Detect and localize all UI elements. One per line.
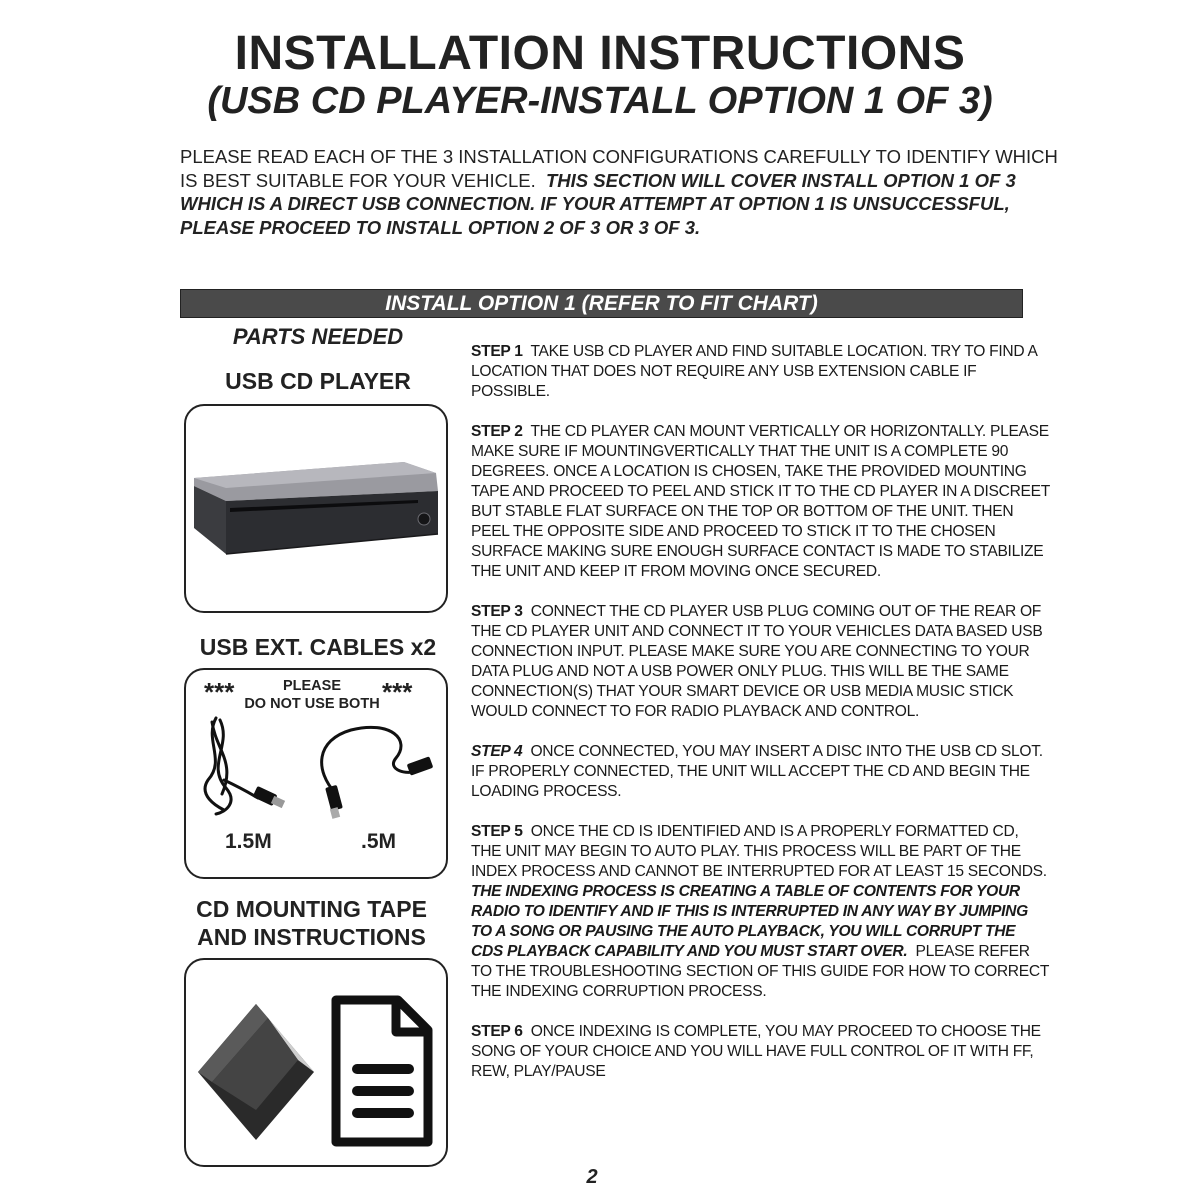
step-text: CONNECT THE CD PLAYER USB PLUG COMING OUT OF THE REAR OF THE CD PLAYER UNIT AND CONNECT IT TO YOUR VEHICLES DATA BASED USB CONNECTION INPUT. PLEASE MAKE SURE YOU ARE CONNECTING TO YOUR DATA PLUG AND NOT A USB POWER ONLY PLUG. THIS WILL BE THE SAME CONNECTION(S) THAT YOUR SMART DEVICE OR USB MEDIA MUSIC STICK WOULD CONNECT TO FOR RADIO PLAYBACK AND CONTROL. — [471, 603, 1043, 720]
cd-player-image-box — [184, 404, 448, 613]
step-3 — [471, 602, 1051, 722]
step-text: ONCE CONNECTED, YOU MAY INSERT A DISC INTO THE USB CD SLOT. IF PROPERLY CONNECTED, THE UNIT WILL ACCEPT THE CD AND BEGIN THE LOADING PROCESS. — [471, 743, 1043, 800]
step-list — [471, 342, 1051, 1102]
page-title: INSTALLATION INSTRUCTIONS — [234, 27, 966, 80]
mounting-tape-illustration — [186, 960, 446, 1165]
step-text-after: PLEASE REFER TO THE TROUBLESHOOTING SECTION OF THIS GUIDE FOR HOW TO CORRECT THE INDEXING CORRUPTION PROCESS. — [471, 943, 1049, 1000]
mounting-tape-heading-line-2: AND INSTRUCTIONS — [197, 924, 426, 950]
step-2 — [471, 422, 1051, 582]
cd-player-heading: USB CD PLAYER — [225, 368, 411, 394]
step-6 — [471, 1022, 1051, 1082]
usb-cables-heading: USB EXT. CABLES x2 — [199, 634, 437, 660]
short-cable-length: .5M — [361, 830, 397, 853]
step-4 — [471, 742, 1051, 802]
mounting-tape-icon — [198, 1004, 314, 1140]
document-icon — [336, 1000, 428, 1142]
warning-line-1: PLEASE — [282, 678, 341, 694]
step-emphasis: THE INDEXING PROCESS IS CREATING A TABLE OF CONTENTS FOR YOUR RADIO TO IDENTIFY AND IF THIS IS INTERRUPTED IN ANY WAY BY JUMPING TO A SONG OR PAUSING THE AUTO PLAYBACK, YOU WILL CORRUPT THE CDS PLAYBACK CAPABILITY AND YOU MUST START OVER. — [471, 883, 1028, 960]
warning-stars-right: *** — [382, 677, 413, 707]
step-label: STEP 5 — [471, 823, 523, 840]
step-text: THE CD PLAYER CAN MOUNT VERTICALLY OR HORIZONTALLY. PLEASE MAKE SURE IF MOUNTINGVERTICALLY THAT THE UNIT IS A COMPLETE 90 DEGREES. ONCE A LOCATION IS CHOSEN, TAKE THE PROVIDED MOUNTING TAPE AND PROCEED TO PEEL AND STICK IT TO THE CD PLAYER IN A DISCREET BUT STABLE FLAT SURFACE ON THE TOP OR BOTTOM OF THE UNIT. THEN PEEL THE OPPOSITE SIDE AND PROCEED TO STICK IT TO THE CHOSEN SURFACE MAKING SURE ENOUGH SURFACE CONTACT IS MADE TO STABILIZE THE UNIT AND KEEP IT FROM MOVING ONCE SECURED. — [471, 423, 1050, 580]
page-number: 2 — [586, 1166, 598, 1188]
intro-emphasis: THIS SECTION WILL COVER INSTALL OPTION 1 OF 3 WHICH IS A DIRECT USB CONNECTION. IF YOUR ATTEMPT AT OPTION 1 IS UNSUCCESSFUL, PLEASE PROCEED TO INSTALL OPTION 2 OF 3 OR 3 OF 3. — [180, 169, 1016, 238]
usb-cables-image-box — [184, 668, 448, 879]
mounting-tape-heading — [183, 895, 440, 951]
step-label: STEP 1 — [471, 343, 523, 360]
mounting-tape-image-box — [184, 958, 448, 1167]
cd-player-illustration — [186, 406, 446, 611]
intro-text: PLEASE READ EACH OF THE 3 INSTALLATION CONFIGURATIONS CAREFULLY TO IDENTIFY WHICH IS BEST SUITABLE FOR YOUR VEHICLE. — [180, 146, 1058, 191]
section-title-bar: INSTALL OPTION 1 (REFER TO FIT CHART) — [180, 289, 1023, 318]
step-text: ONCE THE CD IS IDENTIFIED AND IS A PROPERLY FORMATTED CD, THE UNIT MAY BEGIN TO AUTO PLAY. THIS PROCESS WILL BE PART OF THE INDEX PROCESS AND CANNOT BE INTERRUPTED FOR AT LEAST 15 SECONDS. — [471, 823, 1047, 880]
step-label: STEP 3 — [471, 603, 523, 620]
parts-needed-heading: PARTS NEEDED — [232, 324, 404, 349]
mounting-tape-heading-line-1: CD MOUNTING TAPE — [196, 896, 427, 922]
usb-cables-illustration — [186, 710, 446, 830]
step-5 — [471, 822, 1051, 1002]
step-label: STEP 6 — [471, 1023, 523, 1040]
step-label: STEP 2 — [471, 423, 523, 440]
warning-line-2: DO NOT USE BOTH — [244, 696, 380, 712]
intro-paragraph — [180, 145, 1060, 239]
page-subtitle: (USB CD PLAYER-INSTALL OPTION 1 OF 3) — [207, 80, 993, 122]
step-text: ONCE INDEXING IS COMPLETE, YOU MAY PROCEED TO CHOOSE THE SONG OF YOUR CHOICE AND YOU WILL HAVE FULL CONTROL OF IT WITH FF, REW, PLAY/PAUSE — [471, 1023, 1041, 1080]
step-text: TAKE USB CD PLAYER AND FIND SUITABLE LOCATION. TRY TO FIND A LOCATION THAT DOES NOT REQUIRE ANY USB EXTENSION CABLE IF POSSIBLE. — [471, 343, 1037, 400]
short-usb-cable-icon — [322, 727, 418, 794]
warning-stars-left: *** — [204, 677, 235, 707]
long-usb-cable-icon — [205, 718, 258, 814]
step-label: STEP 4 — [471, 743, 523, 760]
step-1 — [471, 342, 1051, 402]
long-cable-length: 1.5M — [225, 830, 272, 853]
